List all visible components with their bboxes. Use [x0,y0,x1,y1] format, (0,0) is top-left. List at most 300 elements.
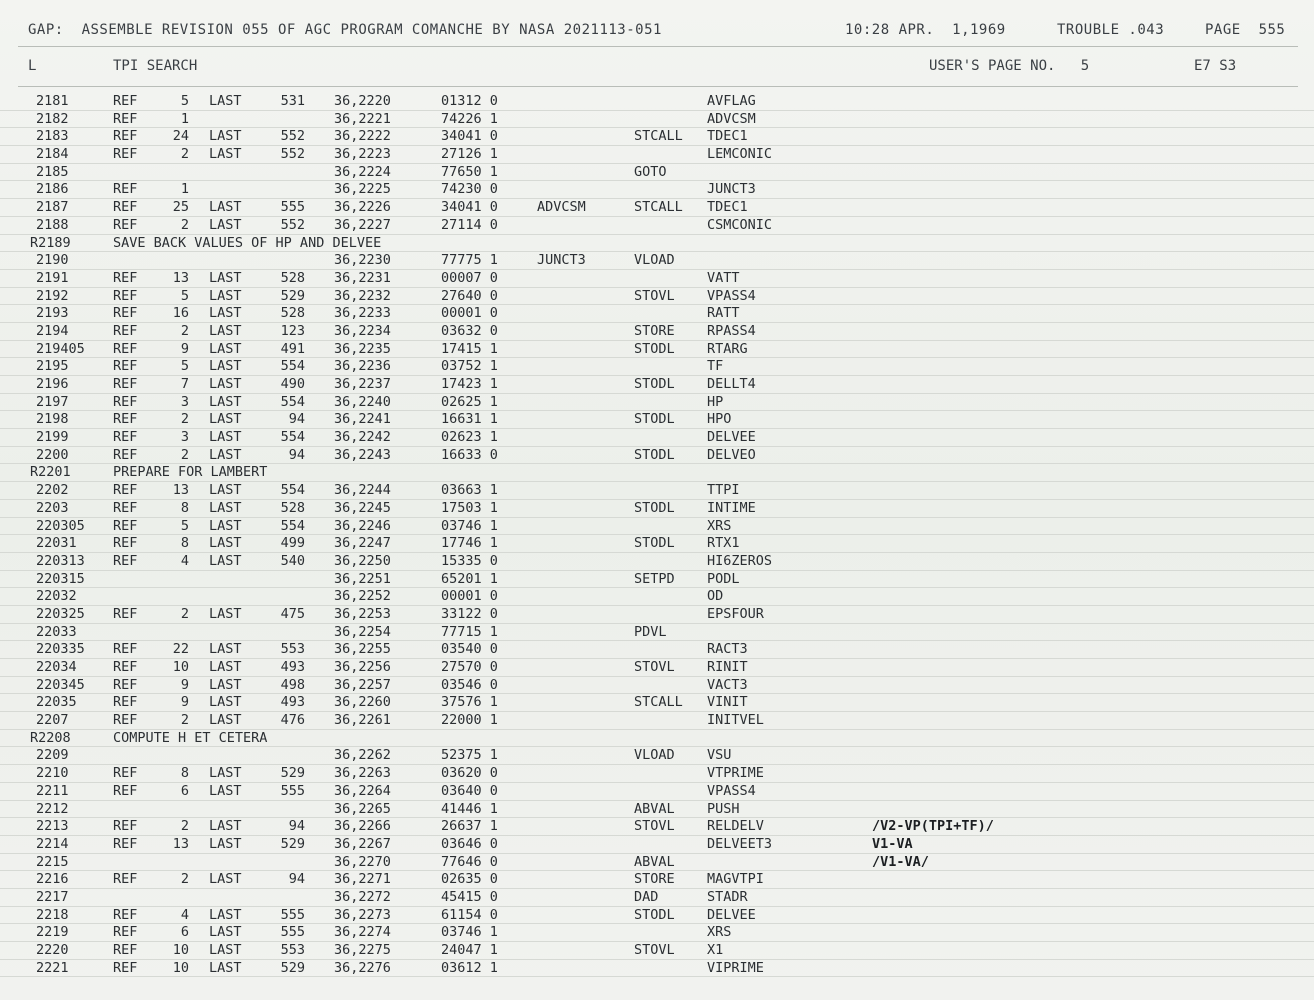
operand: RPASS4 [707,322,756,339]
operand: MAGVTPI [707,871,764,888]
opcode: VLOAD [634,747,675,764]
address: 36,2254 [334,623,391,640]
line-number: 2194 [36,322,69,339]
listing-row [0,411,1314,429]
operand: HPO [707,411,732,428]
last-page: 94 [288,871,305,888]
opcode: STODL [634,535,675,552]
ref-count: 2 [180,216,189,233]
line-number: 220335 [36,641,85,658]
last-label: LAST [209,269,242,286]
opcode: STCALL [634,128,683,145]
opcode: STORE [634,871,675,888]
last-label: LAST [209,199,242,216]
operand: RATT [707,305,740,322]
address: 36,2241 [334,411,391,428]
listing-row [0,588,1314,606]
last-page: 552 [280,216,305,233]
operand: X1 [707,942,724,958]
line-number: 2202 [36,482,69,499]
operand: XRS [707,924,732,941]
ref-label: REF [113,340,138,357]
ref-label: REF [113,93,138,109]
ref-count: 2 [180,871,189,888]
last-label: LAST [209,694,242,711]
last-label: LAST [209,942,242,958]
address: 36,2224 [334,163,391,180]
ref-count: 24 [172,128,189,145]
last-page: 552 [280,128,305,145]
listing-row [0,801,1314,819]
line-number: 2199 [36,429,69,446]
line-number: 2203 [36,499,69,516]
listing-row [0,93,1314,111]
last-label: LAST [209,835,242,852]
listing-row [0,341,1314,359]
remark-text: SAVE BACK VALUES OF HP AND DELVEE [113,234,382,251]
ref-label: REF [113,269,138,286]
operand: CSMCONIC [707,216,773,233]
last-page: 555 [280,782,305,799]
ref-count: 5 [180,93,189,109]
opcode: SETPD [634,570,675,587]
listing-row [0,818,1314,836]
address: 36,2230 [334,252,391,269]
last-page: 528 [280,305,305,322]
last-label: LAST [209,818,242,835]
ref-count: 6 [180,924,189,941]
last-page: 540 [280,552,305,569]
ref-count: 8 [180,499,189,516]
last-page: 529 [280,835,305,852]
address: 36,2226 [334,199,391,216]
last-page: 123 [280,322,305,339]
sheet-code: E7 S3 [1194,58,1237,74]
line-number: 2182 [36,110,69,127]
listing-row [0,358,1314,376]
comment: /V1-VA/ [872,853,929,870]
listing-row [0,235,1314,253]
ref-label: REF [113,659,138,675]
octal-code: 37576 1 [441,694,498,711]
last-page: 498 [280,676,305,693]
ref-count: 10 [172,959,189,976]
line-number: 220325 [36,605,85,622]
listing-row [0,535,1314,553]
address: 36,2267 [334,835,391,852]
header-title: GAP: ASSEMBLE REVISION 055 OF AGC PROGRAM COMANCHE BY NASA 2021113-051 [28,22,662,38]
line-number: 2190 [36,252,69,269]
last-page: 94 [288,411,305,428]
last-page: 528 [280,499,305,516]
octal-code: 03646 0 [441,835,498,852]
listing-row [0,677,1314,695]
ref-count: 3 [180,429,189,446]
listing-row [0,500,1314,518]
line-number: 2193 [36,305,69,322]
last-label: LAST [209,552,242,569]
listing-row [0,217,1314,235]
last-label: LAST [209,871,242,888]
listing-row [0,482,1314,500]
ref-label: REF [113,871,138,888]
ref-label: REF [113,446,138,463]
octal-code: 17423 1 [441,376,498,392]
octal-code: 16631 1 [441,411,498,428]
line-number: 22033 [36,623,77,640]
ref-label: REF [113,199,138,216]
address: 36,2231 [334,269,391,286]
ref-count: 2 [180,712,189,729]
operand: RTX1 [707,535,740,552]
ref-label: REF [113,482,138,499]
ref-label: REF [113,128,138,145]
octal-code: 00007 0 [441,269,498,286]
address: 36,2250 [334,552,391,569]
line-number: 2221 [36,959,69,976]
ref-label: REF [113,499,138,516]
remark-text: PREPARE FOR LAMBERT [113,464,268,481]
listing-row [0,747,1314,765]
ref-count: 16 [172,305,189,322]
opcode: GOTO [634,163,667,180]
line-number: 2186 [36,181,69,198]
operand: INTIME [707,499,756,516]
opcode: DAD [634,888,659,905]
operand: TDEC1 [707,199,748,216]
listing-row [0,606,1314,624]
line-number: 2207 [36,712,69,729]
last-page: 552 [280,146,305,163]
octal-code: 77715 1 [441,623,498,640]
address: 36,2233 [334,305,391,322]
ref-label: REF [113,411,138,428]
listing-row [0,659,1314,677]
address: 36,2223 [334,146,391,163]
operand: OD [707,588,724,605]
listing-row [0,907,1314,925]
remark-text: COMPUTE H ET CETERA [113,729,268,746]
operand: STADR [707,888,748,905]
operand: VACT3 [707,676,748,693]
comment: V1-VA [872,835,913,852]
address: 36,2276 [334,959,391,976]
octal-code: 03546 0 [441,676,498,693]
operand: VPASS4 [707,287,756,304]
last-label: LAST [209,376,242,392]
listing-row [0,376,1314,394]
listing-row [0,889,1314,907]
octal-code: 17415 1 [441,340,498,357]
ref-label: REF [113,393,138,410]
last-page: 475 [280,605,305,622]
last-page: 554 [280,393,305,410]
operand: ADVCSM [707,110,756,127]
remark-line-number: R2201 [30,464,71,481]
ref-count: 13 [172,269,189,286]
last-page: 528 [280,269,305,286]
listing-row [0,447,1314,465]
ref-count: 13 [172,482,189,499]
listing-row [0,288,1314,306]
ref-count: 5 [180,287,189,304]
line-number: 2200 [36,446,69,463]
line-number: 22031 [36,535,77,552]
address: 36,2236 [334,358,391,375]
last-label: LAST [209,517,242,534]
ref-label: REF [113,110,138,127]
address: 36,2251 [334,570,391,587]
listing-row [0,624,1314,642]
octal-code: 00001 0 [441,305,498,322]
listing-row [0,464,1314,482]
line-number: 2218 [36,906,69,923]
operand: XRS [707,517,732,534]
last-label: LAST [209,535,242,552]
symbol-label: ADVCSM [537,199,586,216]
octal-code: 17746 1 [441,535,498,552]
address: 36,2257 [334,676,391,693]
ref-count: 5 [180,358,189,375]
opcode: STODL [634,446,675,463]
line-number: 2210 [36,765,69,782]
address: 36,2232 [334,287,391,304]
line-number: 2217 [36,888,69,905]
line-number: 2195 [36,358,69,375]
listing-row [0,323,1314,341]
octal-code: 03640 0 [441,782,498,799]
operand: DELVEE [707,906,756,923]
operand: DELVEET3 [707,835,773,852]
last-page: 555 [280,199,305,216]
line-number: 2183 [36,128,69,145]
address: 36,2247 [334,535,391,552]
listing-row [0,730,1314,748]
listing-row [0,181,1314,199]
address: 36,2261 [334,712,391,729]
line-number: 2216 [36,871,69,888]
operand: VSU [707,747,732,764]
ref-count: 1 [180,181,189,198]
comment: /V2-VP(TPI+TF)/ [872,818,994,835]
ref-label: REF [113,287,138,304]
address: 36,2240 [334,393,391,410]
last-label: LAST [209,446,242,463]
octal-code: 74230 0 [441,181,498,198]
listing-row [0,960,1314,978]
ref-count: 10 [172,659,189,675]
last-page: 554 [280,358,305,375]
operand: TDEC1 [707,128,748,145]
octal-code: 27114 0 [441,216,498,233]
sub-header-l: L [28,58,37,74]
ref-label: REF [113,429,138,446]
address: 36,2272 [334,888,391,905]
ref-label: REF [113,906,138,923]
opcode: STORE [634,322,675,339]
opcode: STODL [634,376,675,392]
address: 36,2225 [334,181,391,198]
ref-label: REF [113,305,138,322]
operand: JUNCT3 [707,181,756,198]
listing-row [0,871,1314,889]
operand: RACT3 [707,641,748,658]
line-number: 220345 [36,676,85,693]
opcode: STODL [634,499,675,516]
ref-label: REF [113,676,138,693]
ref-label: REF [113,181,138,198]
last-page: 553 [280,641,305,658]
last-page: 531 [280,93,305,109]
line-number: 220313 [36,552,85,569]
address: 36,2235 [334,340,391,357]
header-page: PAGE 555 [1205,22,1286,38]
last-label: LAST [209,358,242,375]
octal-code: 03612 1 [441,959,498,976]
ref-count: 4 [180,552,189,569]
last-label: LAST [209,340,242,357]
last-label: LAST [209,322,242,339]
address: 36,2222 [334,128,391,145]
line-number: 22032 [36,588,77,605]
opcode: STOVL [634,818,675,835]
operand: DELVEO [707,446,756,463]
address: 36,2234 [334,322,391,339]
listing-row [0,641,1314,659]
octal-code: 52375 1 [441,747,498,764]
ref-label: REF [113,924,138,941]
operand: PODL [707,570,740,587]
ref-count: 22 [172,641,189,658]
octal-code: 03620 0 [441,765,498,782]
ref-label: REF [113,942,138,958]
listing-row [0,924,1314,942]
listing-row [0,429,1314,447]
last-label: LAST [209,782,242,799]
operand: VATT [707,269,740,286]
ref-count: 1 [180,110,189,127]
ref-count: 25 [172,199,189,216]
listing-row [0,854,1314,872]
operand: TTPI [707,482,740,499]
listing-row [0,146,1314,164]
octal-code: 03746 1 [441,517,498,534]
listing-row [0,270,1314,288]
ref-count: 10 [172,942,189,958]
last-page: 554 [280,517,305,534]
address: 36,2275 [334,942,391,958]
opcode: STODL [634,340,675,357]
octal-code: 22000 1 [441,712,498,729]
remark-line-number: R2208 [30,729,71,746]
octal-code: 27126 1 [441,146,498,163]
line-number: 2198 [36,411,69,428]
listing-row [0,765,1314,783]
octal-code: 77646 0 [441,853,498,870]
octal-code: 27640 0 [441,287,498,304]
octal-code: 03663 1 [441,482,498,499]
ref-label: REF [113,712,138,729]
last-label: LAST [209,924,242,941]
ref-label: REF [113,782,138,799]
last-page: 493 [280,659,305,675]
address: 36,2265 [334,800,391,817]
ref-count: 7 [180,376,189,392]
last-page: 476 [280,712,305,729]
address: 36,2256 [334,659,391,675]
ref-count: 6 [180,782,189,799]
operand: AVFLAG [707,93,756,109]
listing-row [0,712,1314,730]
last-label: LAST [209,482,242,499]
symbol-label: JUNCT3 [537,252,586,269]
line-number: 2212 [36,800,69,817]
ref-label: REF [113,376,138,392]
operand: RINIT [707,659,748,675]
octal-code: 45415 0 [441,888,498,905]
last-label: LAST [209,216,242,233]
line-number: 2211 [36,782,69,799]
listing-row [0,252,1314,270]
address: 36,2274 [334,924,391,941]
address: 36,2253 [334,605,391,622]
last-label: LAST [209,765,242,782]
ref-label: REF [113,835,138,852]
opcode: STOVL [634,942,675,958]
last-page: 555 [280,906,305,923]
section-title: TPI SEARCH [113,58,198,74]
ref-count: 13 [172,835,189,852]
listing-row [0,836,1314,854]
opcode: PDVL [634,623,667,640]
operand: LEMCONIC [707,146,773,163]
last-page: 94 [288,818,305,835]
octal-code: 03752 1 [441,358,498,375]
last-page: 555 [280,924,305,941]
last-page: 529 [280,765,305,782]
listing-row [0,199,1314,217]
octal-code: 26637 1 [441,818,498,835]
opcode: STODL [634,906,675,923]
ref-count: 2 [180,411,189,428]
octal-code: 16633 0 [441,446,498,463]
listing-row [0,111,1314,129]
octal-code: 03632 0 [441,322,498,339]
opcode: STOVL [634,659,675,675]
address: 36,2246 [334,517,391,534]
users-page-no: USER'S PAGE NO. 5 [929,58,1090,74]
last-label: LAST [209,712,242,729]
octal-code: 02625 1 [441,393,498,410]
ref-count: 5 [180,517,189,534]
line-number: 2219 [36,924,69,941]
ref-count: 8 [180,535,189,552]
address: 36,2244 [334,482,391,499]
octal-code: 74226 1 [441,110,498,127]
address: 36,2270 [334,853,391,870]
octal-code: 03540 0 [441,641,498,658]
address: 36,2220 [334,93,391,109]
octal-code: 02635 0 [441,871,498,888]
line-number: 2192 [36,287,69,304]
divider [18,46,1298,47]
ref-label: REF [113,605,138,622]
ref-label: REF [113,959,138,976]
last-page: 493 [280,694,305,711]
ref-label: REF [113,765,138,782]
operand: EPSFOUR [707,605,764,622]
line-number: 220305 [36,517,85,534]
